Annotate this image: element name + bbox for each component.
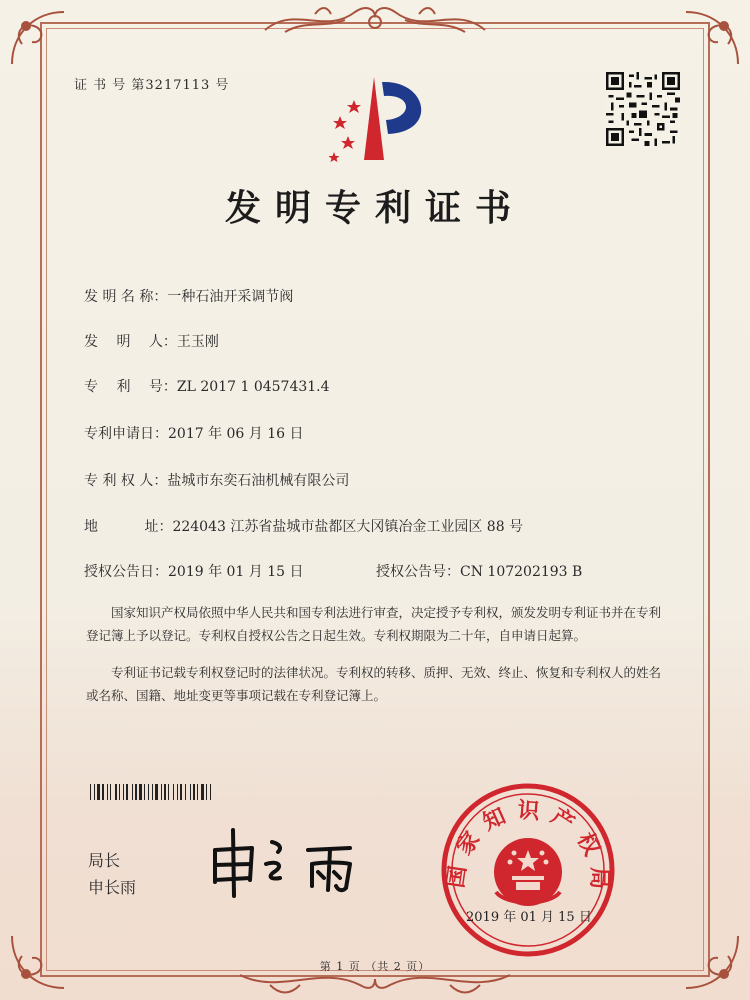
field-label: 授权公告日： (84, 564, 168, 580)
field-value: 一种石油开采调节阀 (167, 289, 294, 305)
field-label: 地 址： (84, 519, 173, 535)
official-seal (438, 780, 618, 960)
grant-statement-paragraph: 国家知识产权局依照中华人民共和国专利法进行审查，决定授予专利权，颁发发明专利证书并在专利登记簿上予以登记。专利权自授权公告之日起生效。专利权期限为二十年，自申请日起算。 (86, 605, 662, 643)
address-field (84, 516, 523, 536)
seal-date: 2019 年 01 月 15 日 (466, 910, 592, 925)
announcement-number-field (376, 561, 582, 581)
seal-text: 国家知识产权局 (442, 797, 613, 900)
barcode-icon (90, 784, 280, 800)
field-label: 专 利 号： (84, 379, 177, 395)
announcement-date-field (84, 561, 304, 581)
field-value: 王玉刚 (176, 334, 219, 350)
corner-ornament (4, 4, 74, 74)
certificate-number: 证 书 号 第3217113 号 (74, 78, 230, 93)
director-name: 申长雨 (88, 878, 137, 897)
certificate-title: 发明专利证书 (224, 187, 525, 229)
corner-ornament (676, 4, 746, 74)
invention-name-field (84, 286, 293, 306)
patent-number-field (84, 376, 330, 396)
field-label: 专利申请日： (84, 426, 168, 442)
field-label: 专 利 权 人： (84, 473, 168, 489)
field-value: 2019 年 01 月 15 日 (168, 564, 304, 580)
qr-code-icon (606, 72, 680, 146)
page-number: 第 1 页 （共 2 页） (319, 960, 431, 973)
director-title: 局长 (88, 851, 121, 870)
field-label: 发 明 人： (84, 334, 177, 350)
inventor-field (84, 331, 219, 351)
application-date-field (84, 423, 304, 443)
field-value: 2017 年 06 月 16 日 (168, 426, 304, 442)
field-value: 224043 江苏省盐城市盐都区大冈镇冶金工业园区 88 号 (172, 519, 524, 535)
field-label: 发 明 名 称： (84, 289, 168, 305)
field-value: 盐城市东奕石油机械有限公司 (167, 473, 350, 489)
handwritten-signature (200, 820, 390, 900)
legal-status-paragraph: 专利证书记载专利权登记时的法律状况。专利权的转移、质押、无效、终止、恢复和专利权人的姓名或名称、国籍、地址变更等事项记载在专利登记簿上。 (86, 665, 662, 703)
field-value: CN 107202193 B (460, 564, 583, 580)
top-ornament (255, 0, 495, 40)
field-label: 授权公告号： (376, 564, 460, 580)
patent-office-logo (318, 72, 438, 167)
field-value: ZL 2017 1 0457431.4 (176, 379, 330, 395)
patentee-field (84, 470, 349, 490)
